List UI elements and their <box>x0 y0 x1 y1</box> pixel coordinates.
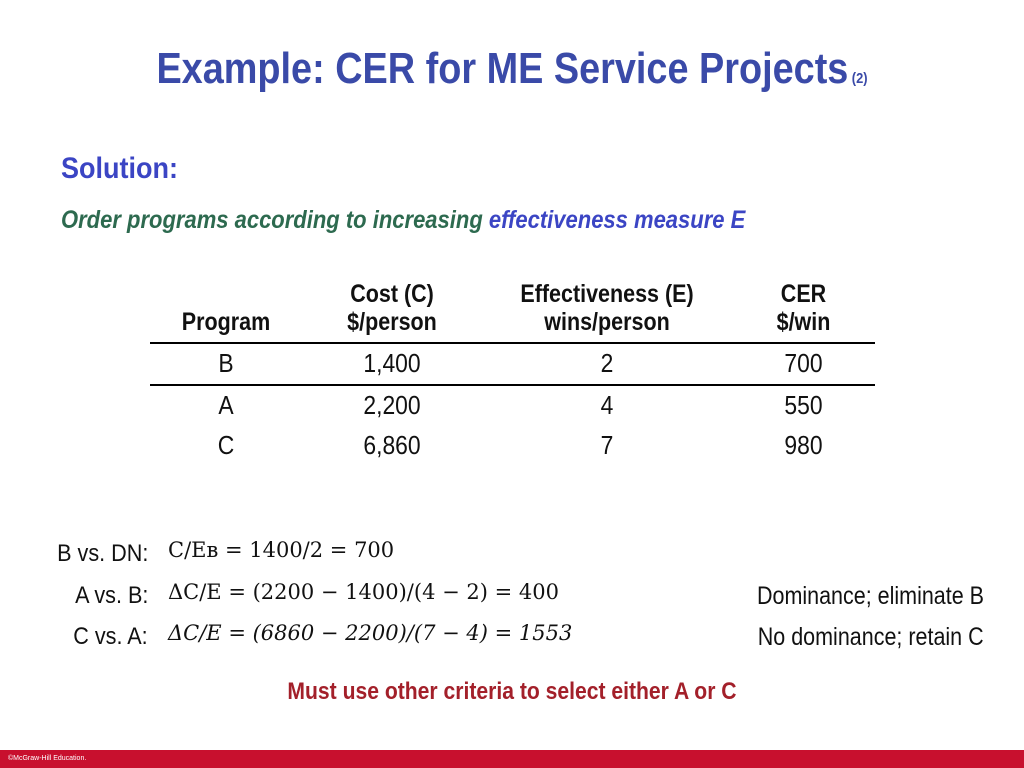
comparison-label: C vs. A: <box>73 623 148 650</box>
cell-cer: 550 <box>784 390 823 420</box>
comparison-equation: ΔC/E = (2200 − 1400)/(4 − 2) = 400 <box>168 580 559 604</box>
header-effectiveness: Effectiveness (E) wins/person <box>520 280 694 336</box>
cell-cost: 2,200 <box>363 390 421 420</box>
header-program: Program <box>181 308 271 336</box>
footer-bar <box>0 750 1024 768</box>
cell-cer: 700 <box>784 348 823 378</box>
cell-cost: 6,860 <box>363 430 421 460</box>
comparison-note: No dominance; retain C <box>758 623 984 651</box>
cell-effectiveness: 4 <box>600 390 614 420</box>
cell-program: A <box>218 390 234 420</box>
comparison-note: Dominance; eliminate B <box>756 582 984 610</box>
cell-cost: 1,400 <box>363 348 421 378</box>
slide-title-suffix: (2) <box>851 70 868 87</box>
copyright-text: ©McGraw-Hill Education. <box>8 755 87 762</box>
instruction-part-1: Order programs according to increasing <box>61 206 489 234</box>
cer-table <box>150 276 875 466</box>
comparison-b-vs-dn <box>0 540 1024 574</box>
cell-cer: 980 <box>784 430 823 460</box>
conclusion-text: Must use other criteria to select either A or C <box>287 678 737 705</box>
solution-heading: Solution: <box>61 152 178 185</box>
comparison-label: A vs. B: <box>74 582 148 609</box>
instruction-text <box>61 206 745 235</box>
table-row <box>150 344 875 386</box>
comparison-equation: C/Eʙ = 1400/2 = 700 <box>168 538 395 562</box>
cell-program: B <box>218 348 234 378</box>
cell-program: C <box>217 430 235 460</box>
slide-title-text: Example: CER for ME Service Projects <box>156 44 849 93</box>
comparison-label: B vs. DN: <box>56 540 148 567</box>
instruction-part-2: effectiveness measure E <box>488 206 746 234</box>
header-cer: CER $/win <box>776 280 831 336</box>
table-header <box>150 276 875 344</box>
table-row <box>150 426 875 466</box>
table-row <box>150 386 875 426</box>
comparison-c-vs-a <box>0 623 1024 657</box>
cell-effectiveness: 7 <box>600 430 614 460</box>
header-cost: Cost (C) $/person <box>347 280 437 336</box>
comparison-equation: ΔC/E = (6860 − 2200)/(7 − 4) = 1553 <box>168 621 573 645</box>
slide-title <box>72 44 953 94</box>
cell-effectiveness: 2 <box>600 348 614 378</box>
comparison-a-vs-b <box>0 582 1024 616</box>
